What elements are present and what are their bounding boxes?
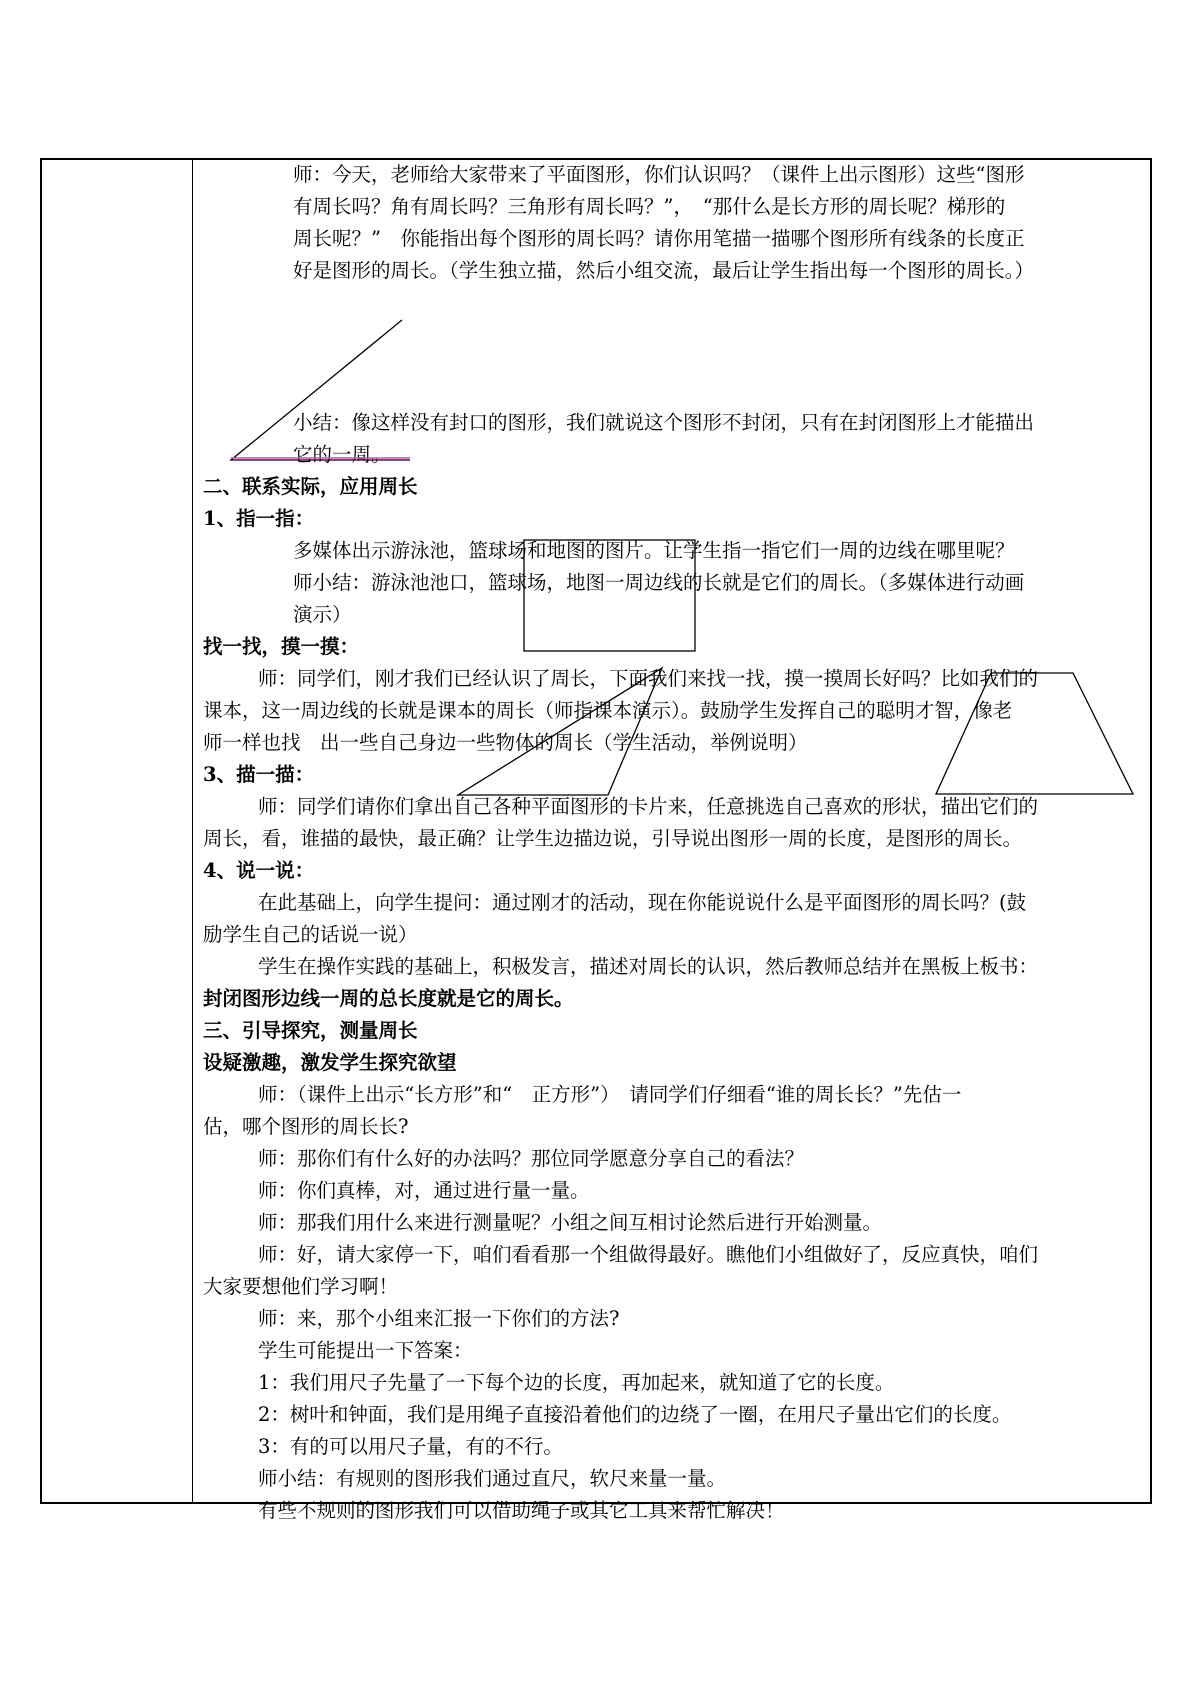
text-line: 设疑激趣，激发学生探究欲望 [203,1051,457,1074]
text-line: 2：树叶和钟面，我们是用绳子直接沿着他们的边绕了一圈，在用尺子量出它们的长度。 [258,1403,1012,1426]
text-line: 师：同学们请你们拿出自己各种平面图形的卡片来，任意挑选自己喜欢的形状，描出它们的 [258,795,1039,818]
text-line: 课本，这一周边线的长就是课本的周长（师指课本演示）。鼓励学生发挥自己的聪明才智，像老 [203,699,1013,722]
text-line: 三、引导探究，测量周长 [203,1019,418,1042]
text-line: 它的一周。 [293,443,391,466]
text-line: 师：你们真棒，对，通过进行量一量。 [258,1179,590,1202]
text-line: 4、说一说： [203,859,315,882]
text-line: 小结：像这样没有封口的图形，我们就说这个图形不封闭，只有在封闭图形上才能描出 [293,411,1035,434]
text-line: 师：那我们用什么来进行测量呢？小组之间互相讨论然后进行开始测量。 [258,1211,883,1234]
text-line: 演示） [293,603,352,626]
text-line: 多媒体出示游泳池，篮球场和地图的图片。让学生指一指它们一周的边线在哪里呢？ [293,539,1015,562]
text-line: 学生可能提出一下答案： [258,1339,473,1362]
text-line: 1、指一指： [203,507,315,530]
text-line: 师：今天，老师给大家带来了平面图形，你们认识吗？（课件上出示图形）这些“图形 [293,163,1025,186]
text-line: 3、描一描： [203,763,315,786]
text-line: 有些不规则的图形我们可以借助绳子或其它工具来帮忙解决！ [258,1499,785,1522]
text-line: 1：我们用尺子先量了一下每个边的长度，再加起来，就知道了它的长度。 [258,1371,895,1394]
text-line: 二、联系实际，应用周长 [203,475,418,498]
text-line: 师小结：有规则的图形我们通过直尺，软尺来量一量。 [258,1467,727,1490]
text-line: 师：同学们，刚才我们已经认识了周长，下面我们来找一找，摸一摸周长好吗？比如我们的 [258,667,1039,690]
text-line: 师：来，那个小组来汇报一下你们的方法? [258,1307,620,1330]
text-line: 师：（课件上出示“长方形”和“ 正方形”） 请同学们仔细看“谁的周长长？”先估一 [258,1083,962,1106]
text-line: 师一样也找 出一些自己身边一些物体的周长（学生活动，举例说明） [203,731,808,754]
text-line: 学生在操作实践的基础上，积极发言，描述对周长的认识，然后教师总结并在黑板上板书： [258,955,1039,978]
text-line: 周长，看，谁描的最快，最正确？让学生边描边说，引导说出图形一周的长度，是图形的周长。 [203,827,1023,850]
text-line: 有周长吗？角有周长吗？三角形有周长吗？”， “那什么是长方形的周长呢？梯形的 [293,195,1006,218]
text-line: 找一找，摸一摸： [203,635,360,658]
text-line: 周长呢？” 你能指出每个图形的周长吗？请你用笔描一描哪个图形所有线条的长度正 [293,227,1025,250]
text-line: 大家要想他们学习啊！ [203,1275,399,1298]
text-line: 估，哪个图形的周长长? [203,1115,409,1138]
text-line: 3：有的可以用尺子量，有的不行。 [258,1435,563,1458]
text-line: 封闭图形边线一周的总长度就是它的周长。 [203,987,574,1010]
text-line: 师小结：游泳池池口，篮球场，地图一周边线的长就是它们的周长。（多媒体进行动画 [293,571,1025,594]
text-line: 好是图形的周长。（学生独立描，然后小组交流，最后让学生指出每一个图形的周长。） [293,259,1035,282]
text-line: 师：那你们有什么好的办法吗？那位同学愿意分享自己的看法？ [258,1147,805,1170]
text-line: 师：好，请大家停一下，咱们看看那一个组做得最好。瞧他们小组做好了，反应真快，咱们 [258,1243,1039,1266]
column-divider [192,158,193,1504]
text-line: 励学生自己的话说一说） [203,923,418,946]
text-line: 在此基础上，向学生提问：通过刚才的活动，现在你能说说什么是平面图形的周长吗？(鼓 [258,891,1027,914]
